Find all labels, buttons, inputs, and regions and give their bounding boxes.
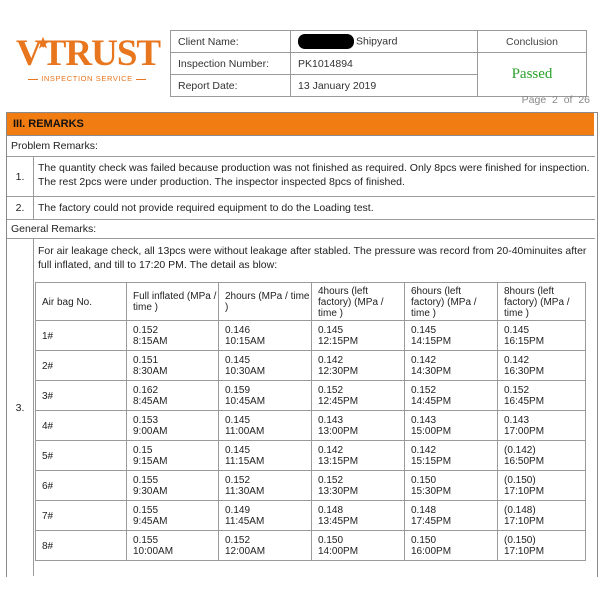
- conclusion-label: Conclusion: [478, 31, 587, 53]
- reading-cell: 0.142 13:15PM: [312, 441, 405, 471]
- inspection-number-value: PK1014894: [291, 53, 478, 75]
- reading-cell: 0.151 8:30AM: [127, 351, 219, 381]
- problem-remark-text: The quantity check was failed because production was not finished as required. Only 8pcs were finished for inspection. The rest 2pcs were under production. The inspector inspected 8pcs of finished.: [38, 162, 590, 188]
- logo-brand: VTRUST: [16, 33, 161, 74]
- table-row: [36, 351, 586, 381]
- table-row: [36, 411, 586, 441]
- problem-remark-text: The factory could not provide required equipment to do the Loading test.: [38, 202, 374, 214]
- divider: [7, 219, 595, 220]
- reading-cell: 0.152 12:45PM: [312, 381, 405, 411]
- reading-cell: (0.142) 16:50PM: [498, 441, 586, 471]
- column-header: 4hours (left factory) (MPa / time ): [312, 283, 405, 321]
- reading-cell: 0.146 10:15AM: [219, 321, 312, 351]
- reading-cell: 0.142 16:30PM: [498, 351, 586, 381]
- table-row: [36, 381, 586, 411]
- client-name-value: Shipyard: [291, 31, 478, 53]
- table-row: [36, 501, 586, 531]
- section-header-bar: [7, 113, 594, 136]
- reading-cell: 0.145 16:15PM: [498, 321, 586, 351]
- table-row: [36, 471, 586, 501]
- item-number: 3.: [15, 402, 25, 414]
- reading-cell: 0.150 15:30PM: [405, 471, 498, 501]
- column-header: Full inflated (MPa / time ): [127, 283, 219, 321]
- reading-cell: 0.155 10:00AM: [127, 531, 219, 561]
- report-date-value: 13 January 2019: [291, 75, 478, 97]
- problem-remarks-heading: Problem Remarks:: [11, 140, 98, 152]
- company-logo: [10, 34, 162, 86]
- reading-cell: 0.152 16:45PM: [498, 381, 586, 411]
- column-header: 2hours (MPa / time ): [219, 283, 312, 321]
- column-header: 6hours (left factory) (MPa / time ): [405, 283, 498, 321]
- logo-tagline: INSPECTION SERVICE: [12, 74, 162, 83]
- reading-cell: (0.150) 17:10PM: [498, 471, 586, 501]
- reading-cell: 0.148 13:45PM: [312, 501, 405, 531]
- reading-cell: 0.143 15:00PM: [405, 411, 498, 441]
- reading-cell: 0.155 9:30AM: [127, 471, 219, 501]
- air-leakage-table: [35, 282, 586, 561]
- reading-cell: 0.145 14:15PM: [405, 321, 498, 351]
- inspection-number-label: Inspection Number:: [171, 53, 291, 75]
- redacted-block: [298, 34, 354, 49]
- airbag-number: 6#: [36, 471, 127, 501]
- airbag-number: 3#: [36, 381, 127, 411]
- reading-cell: 0.149 11:45AM: [219, 501, 312, 531]
- reading-cell: 0.142 12:30PM: [312, 351, 405, 381]
- section-title: III. REMARKS: [13, 118, 84, 130]
- column-header: 8hours (left factory) (MPa / time ): [498, 283, 586, 321]
- reading-cell: (0.150) 17:10PM: [498, 531, 586, 561]
- reading-cell: 0.145 12:15PM: [312, 321, 405, 351]
- airbag-number: 5#: [36, 441, 127, 471]
- reading-cell: 0.142 14:30PM: [405, 351, 498, 381]
- column-header: Air bag No.: [36, 283, 127, 321]
- reading-cell: 0.153 9:00AM: [127, 411, 219, 441]
- reading-cell: 0.152 14:45PM: [405, 381, 498, 411]
- reading-cell: 0.152 13:30PM: [312, 471, 405, 501]
- divider: [7, 156, 595, 157]
- item-number: 2.: [15, 202, 25, 214]
- reading-cell: 0.148 17:45PM: [405, 501, 498, 531]
- reading-cell: 0.143 17:00PM: [498, 411, 586, 441]
- report-date-label: Report Date:: [171, 75, 291, 97]
- airbag-number: 8#: [36, 531, 127, 561]
- airbag-number: 2#: [36, 351, 127, 381]
- divider: [7, 196, 595, 197]
- reading-cell: 0.150 14:00PM: [312, 531, 405, 561]
- reading-cell: 0.155 9:45AM: [127, 501, 219, 531]
- reading-cell: 0.145 11:15AM: [219, 441, 312, 471]
- table-row: [36, 531, 586, 561]
- table-row: [36, 441, 586, 471]
- airbag-number: 4#: [36, 411, 127, 441]
- reading-cell: 0.152 12:00AM: [219, 531, 312, 561]
- reading-cell: 0.15 9:15AM: [127, 441, 219, 471]
- reading-cell: 0.142 15:15PM: [405, 441, 498, 471]
- table-row: [36, 321, 586, 351]
- divider: [7, 238, 595, 239]
- general-remark-text: For air leakage check, all 13pcs were without leakage after stabled. The pressure was record from 20-40minuites after full inflated, and till to 17:20 PM. The detail as blow:: [38, 245, 587, 271]
- client-name-label: Client Name:: [171, 31, 291, 53]
- table-header-row: [36, 283, 586, 321]
- page-number: Page 2 of 26: [521, 94, 590, 106]
- reading-cell: 0.159 10:45AM: [219, 381, 312, 411]
- reading-cell: 0.152 11:30AM: [219, 471, 312, 501]
- report-header-table: [170, 30, 587, 97]
- conclusion-status: Passed: [478, 53, 587, 97]
- reading-cell: 0.145 10:30AM: [219, 351, 312, 381]
- reading-cell: 0.150 16:00PM: [405, 531, 498, 561]
- reading-cell: 0.143 13:00PM: [312, 411, 405, 441]
- reading-cell: 0.162 8:45AM: [127, 381, 219, 411]
- reading-cell: (0.148) 17:10PM: [498, 501, 586, 531]
- reading-cell: 0.145 11:00AM: [219, 411, 312, 441]
- item-number: 1.: [15, 171, 25, 183]
- reading-cell: 0.152 8:15AM: [127, 321, 219, 351]
- airbag-number: 1#: [36, 321, 127, 351]
- general-remarks-heading: General Remarks:: [11, 223, 97, 235]
- airbag-number: 7#: [36, 501, 127, 531]
